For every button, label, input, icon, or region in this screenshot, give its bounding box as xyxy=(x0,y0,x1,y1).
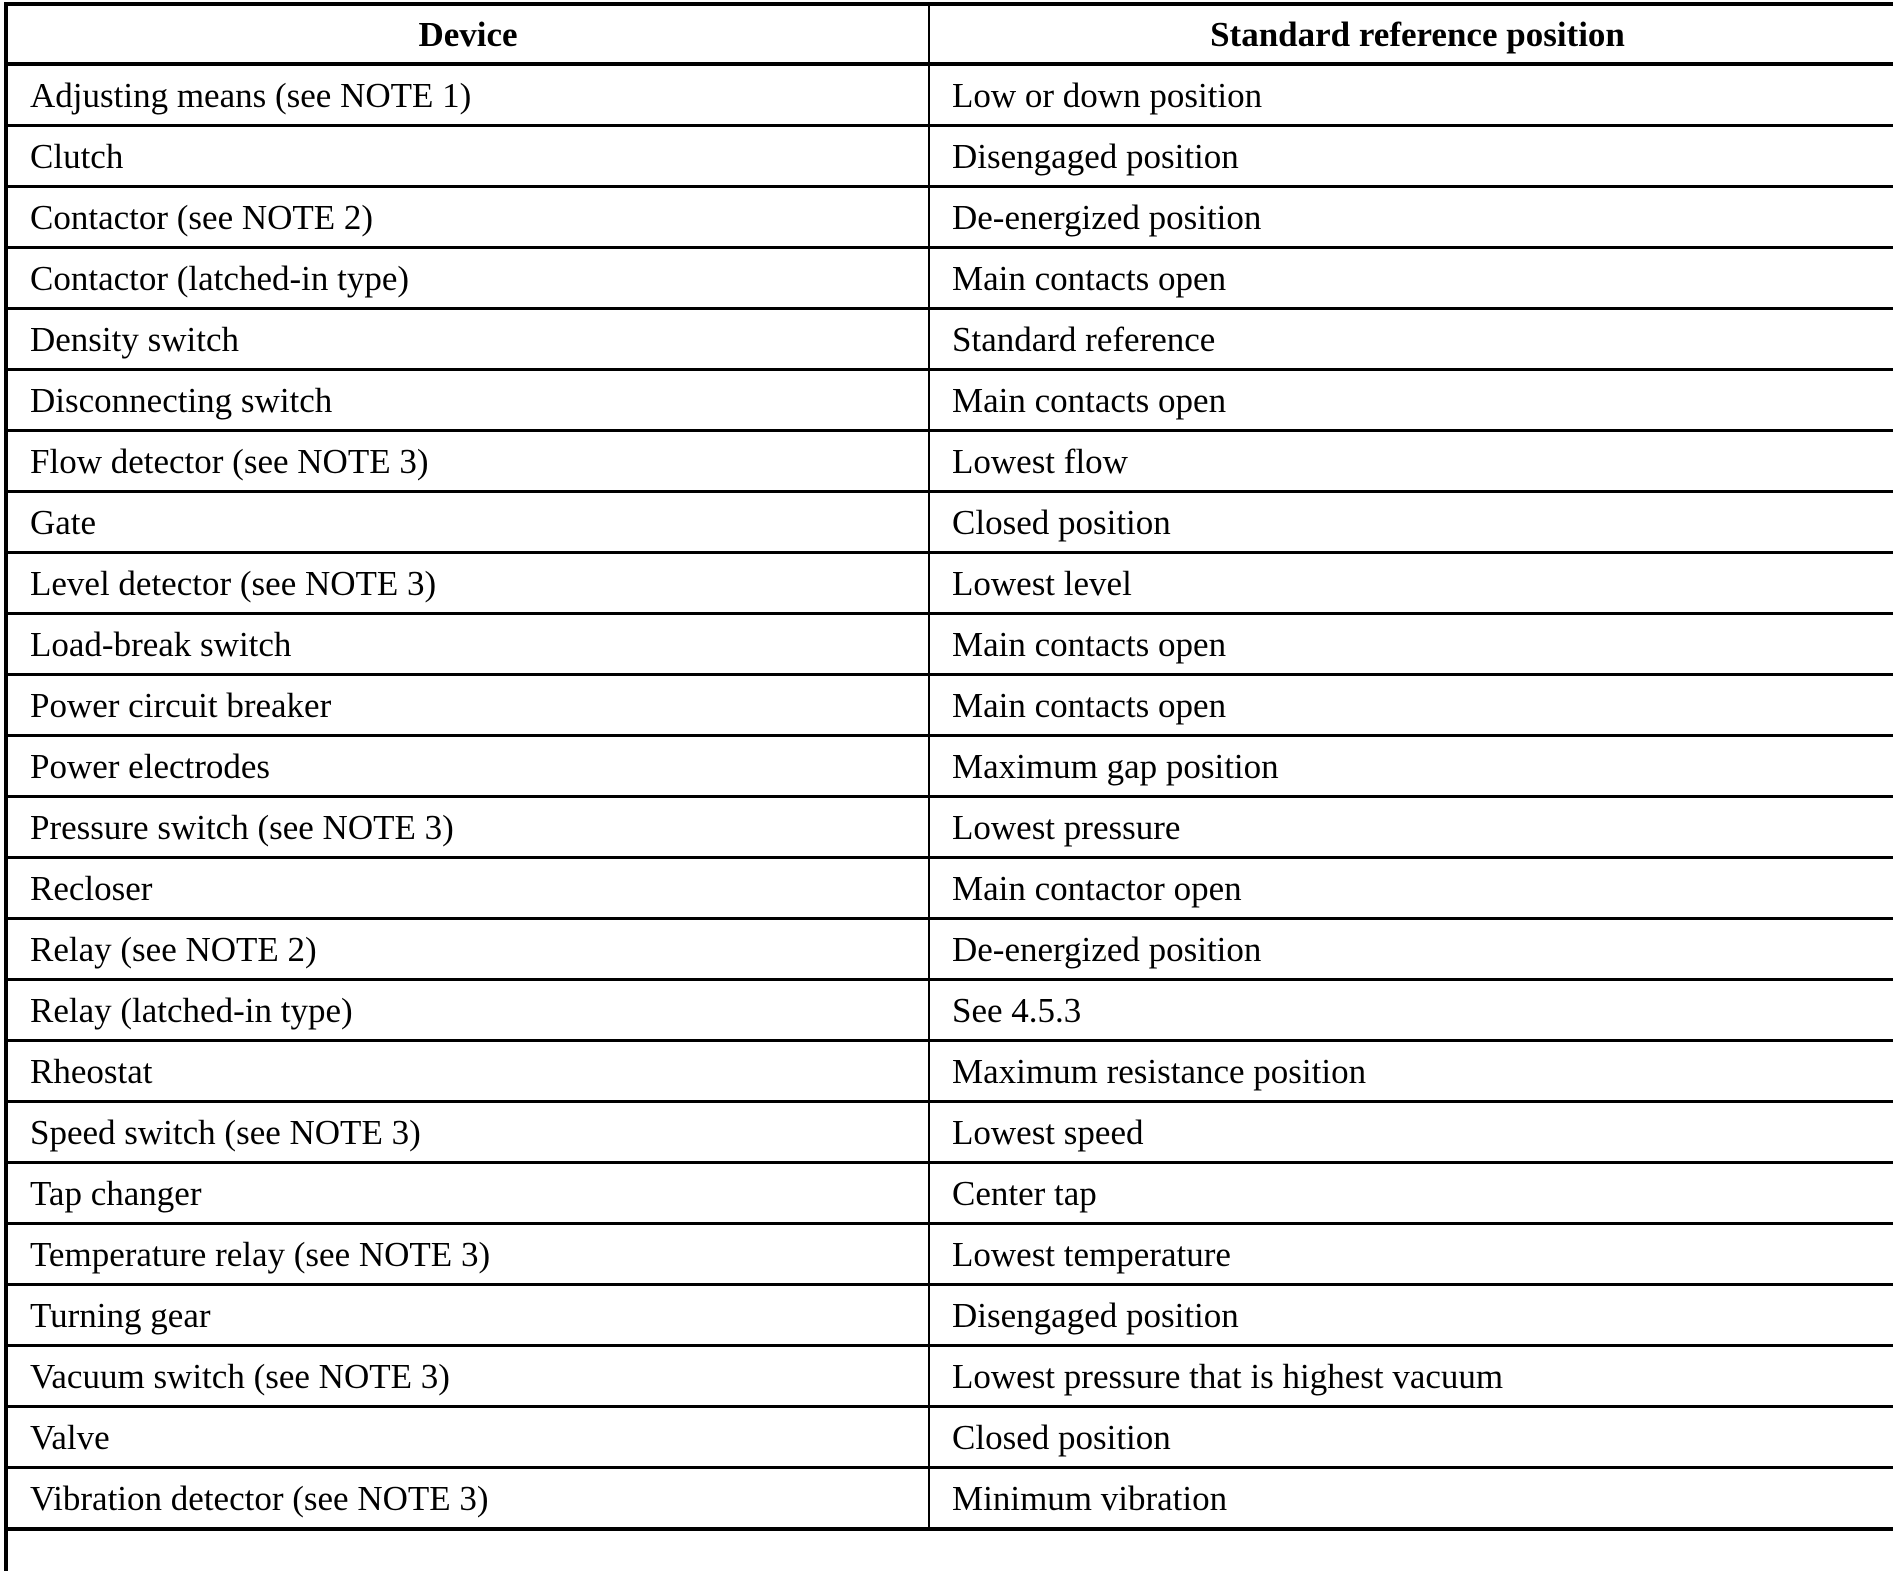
position-cell: Lowest speed xyxy=(929,1102,1893,1163)
device-cell: Temperature relay (see NOTE 3) xyxy=(6,1224,929,1285)
table-row xyxy=(6,248,1893,309)
device-cell: Flow detector (see NOTE 3) xyxy=(6,431,929,492)
device-cell: Level detector (see NOTE 3) xyxy=(6,553,929,614)
device-cell: Turning gear xyxy=(6,1285,929,1346)
table-body xyxy=(6,64,1893,1571)
table-header-row xyxy=(6,4,1893,64)
position-cell: De-energized position xyxy=(929,919,1893,980)
device-cell: Vibration detector (see NOTE 3) xyxy=(6,1468,929,1530)
column-header-device: Device xyxy=(6,4,929,64)
table-row xyxy=(6,919,1893,980)
device-cell: Disconnecting switch xyxy=(6,370,929,431)
position-cell: De-energized position xyxy=(929,187,1893,248)
table-row xyxy=(6,1285,1893,1346)
position-cell: Center tap xyxy=(929,1163,1893,1224)
device-cell: Vacuum switch (see NOTE 3) xyxy=(6,1346,929,1407)
table-row xyxy=(6,187,1893,248)
table-row xyxy=(6,370,1893,431)
device-cell: Power electrodes xyxy=(6,736,929,797)
table-row xyxy=(6,1346,1893,1407)
position-cell: Lowest pressure xyxy=(929,797,1893,858)
device-cell: Load-break switch xyxy=(6,614,929,675)
device-cell: Relay (see NOTE 2) xyxy=(6,919,929,980)
device-cell: Density switch xyxy=(6,309,929,370)
reference-position-table-container xyxy=(4,2,1893,1571)
device-cell: Clutch xyxy=(6,126,929,187)
position-cell: Maximum gap position xyxy=(929,736,1893,797)
table-footer-row xyxy=(6,1529,1893,1571)
table-row xyxy=(6,614,1893,675)
position-cell: See 4.5.3 xyxy=(929,980,1893,1041)
table-row xyxy=(6,1468,1893,1530)
device-cell: Gate xyxy=(6,492,929,553)
device-cell: Power circuit breaker xyxy=(6,675,929,736)
device-cell: Speed switch (see NOTE 3) xyxy=(6,1102,929,1163)
table-row xyxy=(6,1102,1893,1163)
table-row xyxy=(6,1224,1893,1285)
position-cell: Lowest flow xyxy=(929,431,1893,492)
position-cell: Main contactor open xyxy=(929,858,1893,919)
position-cell: Lowest temperature xyxy=(929,1224,1893,1285)
table-row xyxy=(6,1041,1893,1102)
table-row xyxy=(6,797,1893,858)
table-row xyxy=(6,309,1893,370)
device-cell: Valve xyxy=(6,1407,929,1468)
position-cell: Closed position xyxy=(929,492,1893,553)
position-cell: Main contacts open xyxy=(929,675,1893,736)
position-cell: Main contacts open xyxy=(929,248,1893,309)
device-cell: Contactor (latched-in type) xyxy=(6,248,929,309)
reference-position-table xyxy=(4,2,1893,1571)
table-row xyxy=(6,858,1893,919)
device-cell: Relay (latched-in type) xyxy=(6,980,929,1041)
position-cell: Main contacts open xyxy=(929,370,1893,431)
table-row xyxy=(6,736,1893,797)
position-cell: Low or down position xyxy=(929,64,1893,126)
table-row xyxy=(6,492,1893,553)
device-cell: Tap changer xyxy=(6,1163,929,1224)
device-cell: Pressure switch (see NOTE 3) xyxy=(6,797,929,858)
table-row xyxy=(6,675,1893,736)
column-header-standard-reference-position: Standard reference position xyxy=(929,4,1893,64)
table-row xyxy=(6,431,1893,492)
position-cell: Closed position xyxy=(929,1407,1893,1468)
table-row xyxy=(6,1407,1893,1468)
table-row xyxy=(6,64,1893,126)
table-row xyxy=(6,553,1893,614)
device-cell: Recloser xyxy=(6,858,929,919)
position-cell: Minimum vibration xyxy=(929,1468,1893,1530)
table-row xyxy=(6,1163,1893,1224)
position-cell: Disengaged position xyxy=(929,126,1893,187)
position-cell: Maximum resistance position xyxy=(929,1041,1893,1102)
table-footer-cell xyxy=(6,1529,1893,1571)
position-cell: Main contacts open xyxy=(929,614,1893,675)
position-cell: Lowest pressure that is highest vacuum xyxy=(929,1346,1893,1407)
device-cell: Adjusting means (see NOTE 1) xyxy=(6,64,929,126)
device-cell: Rheostat xyxy=(6,1041,929,1102)
position-cell: Lowest level xyxy=(929,553,1893,614)
table-row xyxy=(6,126,1893,187)
device-cell: Contactor (see NOTE 2) xyxy=(6,187,929,248)
position-cell: Disengaged position xyxy=(929,1285,1893,1346)
position-cell: Standard reference xyxy=(929,309,1893,370)
table-row xyxy=(6,980,1893,1041)
